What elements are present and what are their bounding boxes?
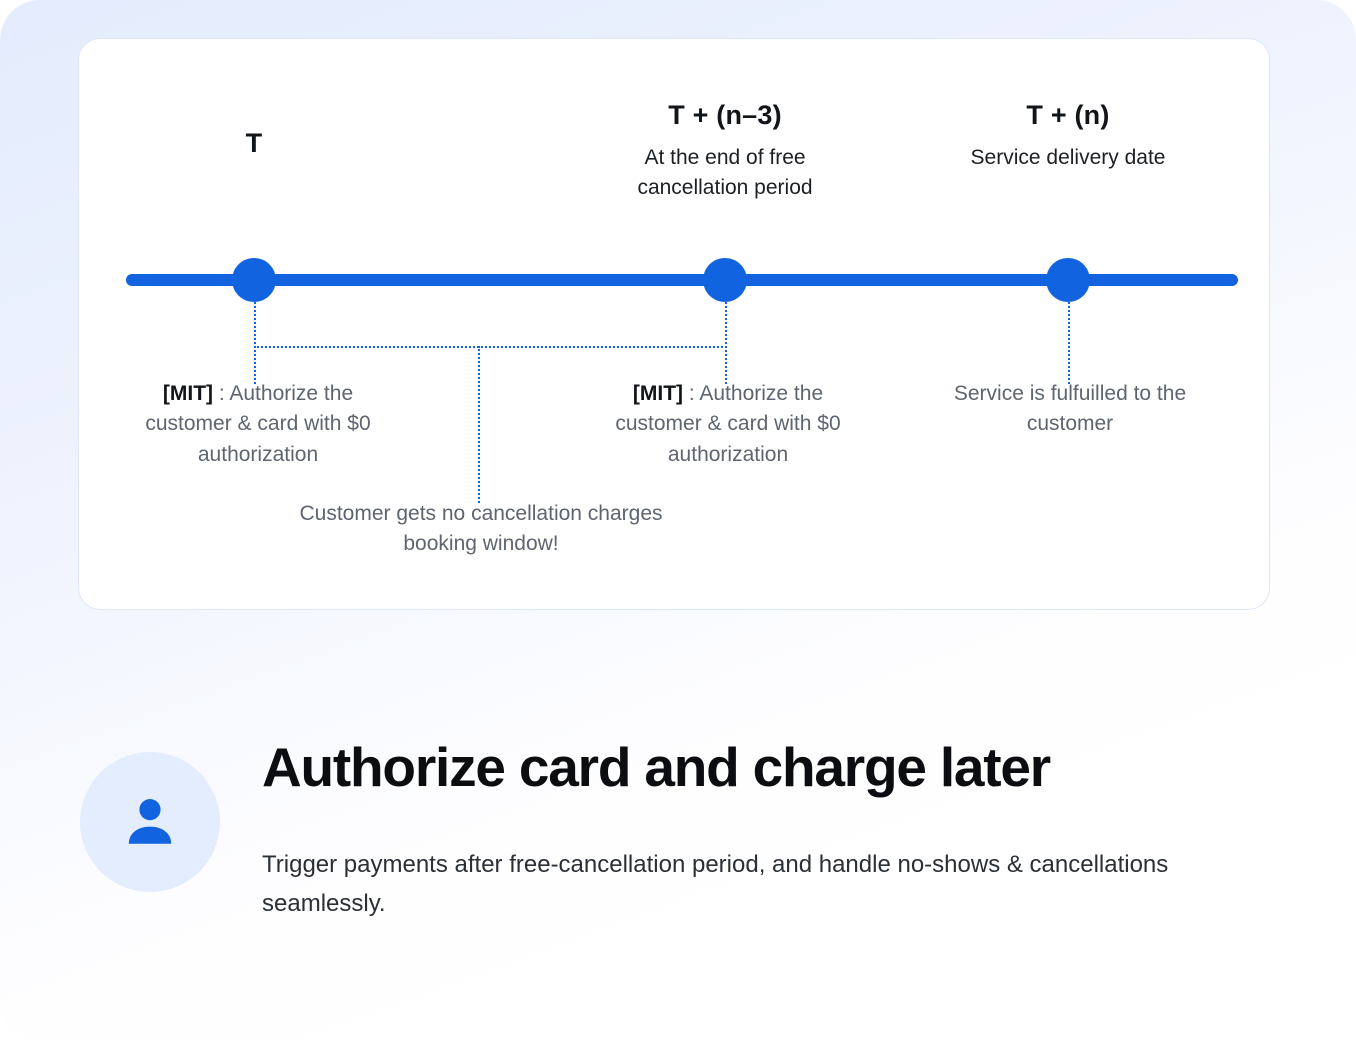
milestone-subtitle-3: Service delivery date bbox=[970, 145, 1166, 169]
connector-line-3 bbox=[1068, 302, 1070, 384]
milestone-caption-2 bbox=[587, 379, 869, 470]
milestone-caption-tag-2: [MIT] bbox=[632, 382, 684, 405]
milestone-label-3 bbox=[959, 99, 1177, 173]
milestone-code-2: T + (n–3) bbox=[668, 100, 782, 130]
connector-line-note bbox=[478, 346, 480, 503]
person-icon bbox=[119, 791, 181, 853]
milestone-caption-3 bbox=[929, 379, 1211, 440]
timeline-card bbox=[78, 38, 1270, 610]
avatar bbox=[80, 752, 220, 892]
timeline-dot-3 bbox=[1046, 258, 1090, 302]
connector-span-line bbox=[254, 346, 727, 348]
connector-line-2 bbox=[725, 302, 727, 384]
milestone-subtitle-2: At the end of free cancellation period bbox=[637, 145, 813, 200]
milestone-caption-text-3: Service is fulfuilled to the customer bbox=[953, 382, 1187, 436]
timeline-diagram bbox=[79, 39, 1269, 609]
milestone-caption-text-2: : Authorize the customer & card with $0 authorization bbox=[615, 382, 841, 466]
cancellation-window-note: Customer gets no cancellation charges booking window! bbox=[299, 502, 663, 556]
timeline-dot-2 bbox=[703, 258, 747, 302]
connector-line-1 bbox=[254, 302, 256, 384]
milestone-code-3: T + (n) bbox=[1026, 100, 1110, 130]
milestone-caption-text-1: : Authorize the customer & card with $0 authorization bbox=[145, 382, 371, 466]
milestone-caption-tag-1: [MIT] bbox=[162, 382, 214, 405]
timeline-dot-1 bbox=[232, 258, 276, 302]
milestone-label-1 bbox=[174, 127, 334, 161]
milestone-code-1: T bbox=[245, 128, 263, 158]
page-description: Trigger payments after free-cancellation period, and handle no-shows & cancellations seamlessly. bbox=[262, 851, 1169, 917]
milestone-label-2 bbox=[609, 99, 841, 204]
milestone-caption-1 bbox=[117, 379, 399, 470]
page-title: Authorize card and charge later bbox=[262, 736, 1051, 798]
